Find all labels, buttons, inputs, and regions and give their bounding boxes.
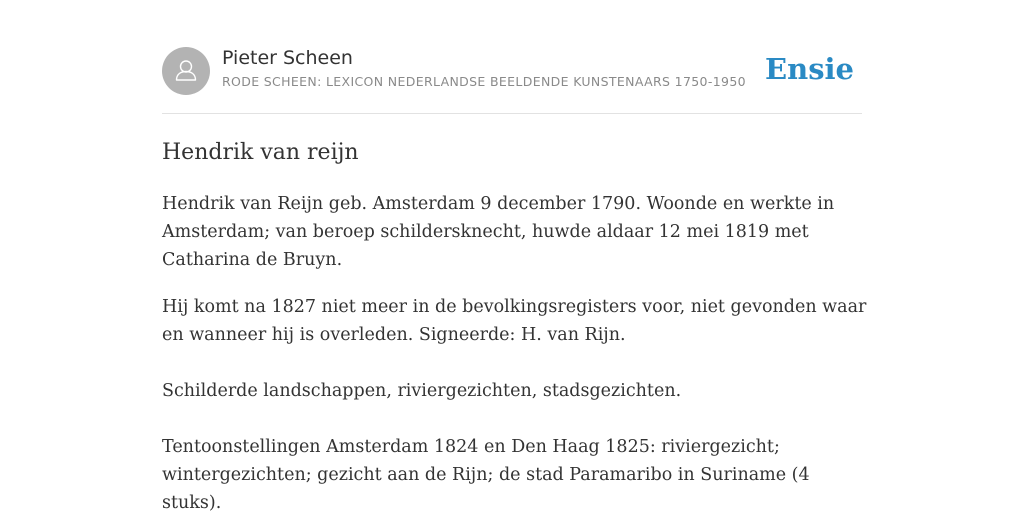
user-icon [162, 47, 210, 95]
paragraph: Hendrik van Reijn geb. Amsterdam 9 december 1790. Woonde en werkte in Amsterdam; van beroep schildersknecht, huwde aldaar 12 mei 1819 met Catharina de Bruyn. [162, 194, 835, 270]
article-title: Hendrik van reijn [162, 140, 359, 165]
paragraph: Hij komt na 1827 niet meer in de bevolkingsregisters voor, niet gevonden waar en wanneer hij is overleden. Signeerde: H. van Rijn. [162, 297, 867, 345]
paragraph: Tentoonstellingen Amsterdam 1824 en Den Haag 1825: riviergezicht; wintergezichten; gezicht aan de Rijn; de stad Paramaribo in Suriname (4 stuks). [162, 437, 810, 512]
article-header [162, 46, 862, 96]
author-name[interactable]: Pieter Scheen [222, 47, 353, 69]
source-title[interactable]: RODE SCHEEN: LEXICON NEDERLANDSE BEELDENDE KUNSTENAARS 1750-1950 [222, 74, 746, 89]
paragraph: Schilderde landschappen, riviergezichten, stadsgezichten. [162, 381, 682, 401]
ensie-logo[interactable]: Ensie [765, 52, 854, 86]
divider [162, 113, 862, 114]
article [162, 138, 867, 512]
avatar[interactable] [162, 47, 210, 95]
article-body [162, 190, 867, 512]
